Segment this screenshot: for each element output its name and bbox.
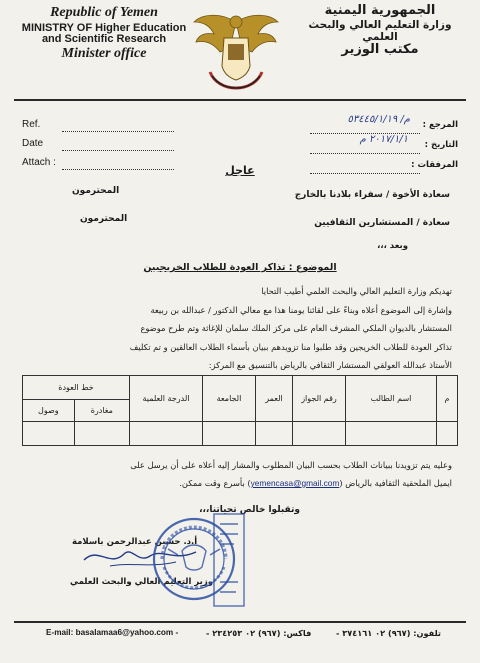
signatory-name: أ.د. حسين عبدالرحمن باسلامة (72, 537, 198, 547)
empty-cell (23, 422, 75, 446)
footer-divider (14, 621, 466, 623)
closing-asap: بأسرع وقت ممكن. (179, 478, 245, 488)
letterhead-republic: Republic of Yemen (50, 5, 158, 20)
letterhead-english (14, 6, 194, 61)
recipient-2-honorific: المحترمون (80, 214, 128, 224)
header-divider (14, 99, 466, 101)
urgent-label: عاجل (225, 164, 255, 177)
ref-label: Ref. (22, 119, 41, 130)
ar-attach-label: المرفقات : (411, 160, 458, 170)
body-line-3: المستشار بالديوان الملكي المشرف العام على مركز الملك سلمان للإغاثة وتم طرح موضوع (140, 323, 452, 333)
closing-email-link[interactable]: yemencasa@gmail.com (250, 478, 340, 488)
ar-ref-label: المرجع : (422, 120, 458, 130)
col-degree: الدرجة العلمية (130, 376, 203, 422)
ref-line (62, 121, 174, 132)
col-departure: مغادرة (74, 400, 129, 422)
signatory-title: وزير التعليم العالي والبحث العلمي (70, 577, 214, 587)
recipient-1-name: سعادة الأخوة / سفراء بلادنا بالخارج (294, 190, 450, 200)
attach-label: Attach : (22, 157, 56, 168)
body-line-5: الأستاذ عبدالله العولقي المستشار الثقافي بالرياض بالتنسيق مع المركز: (208, 360, 452, 370)
body-line-2: وإشارة إلى الموضوع أعلاه وبناءً على لقائنا يومنا هذا مع معالي الدكتور / عبدالله بن ربيعة (150, 304, 452, 315)
letterhead-minister-office: Minister office (61, 45, 147, 61)
subject-line: الموضوع : تذاكر العودة للطلاب الخريجيين (143, 262, 337, 273)
col-return-route: خط العودة (23, 376, 130, 400)
closing-line-2: ايميل الملحقية الثقافية بالرياض (yemencasa@gmail.com) بأسرع وقت ممكن. (179, 478, 452, 488)
letterhead-ministry: MINISTRY OF Higher Education (21, 21, 187, 34)
footer-fax: فاكس: (٩٦٧) ٠٢ ٢٣٤٢٥٣ - (206, 628, 312, 638)
recipient-2-name: سعادة / المستشارين الثقافيين (314, 218, 450, 228)
yemen-eagle-emblem-icon (190, 8, 282, 94)
empty-cell (74, 422, 129, 446)
footer-email: E-mail: basalamaa6@yahoo.com - (46, 628, 179, 637)
closing-paragraph (32, 456, 452, 492)
empty-cell (346, 422, 437, 446)
empty-cell (256, 422, 293, 446)
office-seal-strip-icon (212, 512, 246, 608)
col-student-name: اسم الطالب (346, 376, 437, 422)
empty-cell (293, 422, 346, 446)
letterhead-ar-office: مكتب الوزير (341, 42, 419, 58)
date-handwritten: ٢٠١٧/١/١ م (359, 134, 408, 145)
date-label: Date (22, 138, 44, 149)
ref-handwritten: م/ ٥٣٤٤٥/١/١٩ (347, 114, 410, 125)
col-university: الجامعة (203, 376, 256, 422)
regards-line: وتقبلوا خالص تحياتنا،،، (199, 505, 300, 515)
after-greeting: وبعد ،،، (377, 241, 408, 251)
closing-intro: ايميل الملحقية الثقافية بالرياض (345, 478, 452, 488)
body-line-4: تذاكر العودة للطلاب الخريجين وقد طلبوا منا تزويدهم ببيان بأسماء الطلاب العالقين و تم تكليف (129, 341, 452, 352)
body-line-1: تهديكم وزارة التعليم العالي والبحث العلمي أطيب التحايا (261, 286, 452, 296)
letterhead-ar-ministry: وزارة التعليم العالي والبحث العلمي (308, 18, 452, 43)
ar-date-label: التاريخ : (424, 140, 458, 150)
empty-cell (203, 422, 256, 446)
empty-cell (437, 422, 458, 446)
col-age: العمر (256, 376, 293, 422)
closing-line-1: وعليه يتم تزويدنا ببيانات الطلاب بحسب البيان المطلوب والمشار إليه أعلاه على أن يرسل على (130, 460, 452, 470)
letter-body (32, 282, 452, 375)
letterhead-arabic (290, 4, 470, 58)
letterhead-ar-republic: الجمهورية اليمنية (324, 3, 436, 18)
col-number: م (437, 376, 458, 422)
empty-cell (130, 422, 203, 446)
date-line (62, 140, 174, 151)
col-passport: رقم الجواز (293, 376, 346, 422)
letterhead-research: and Scientific Research (41, 33, 167, 46)
students-table (22, 375, 458, 446)
col-arrival: وصول (23, 400, 75, 422)
footer-phone: تلفون: (٩٦٧) ٠٢ ٣٧٤١٦١ - (336, 628, 441, 638)
recipient-1-honorific: المحترمون (72, 186, 120, 196)
